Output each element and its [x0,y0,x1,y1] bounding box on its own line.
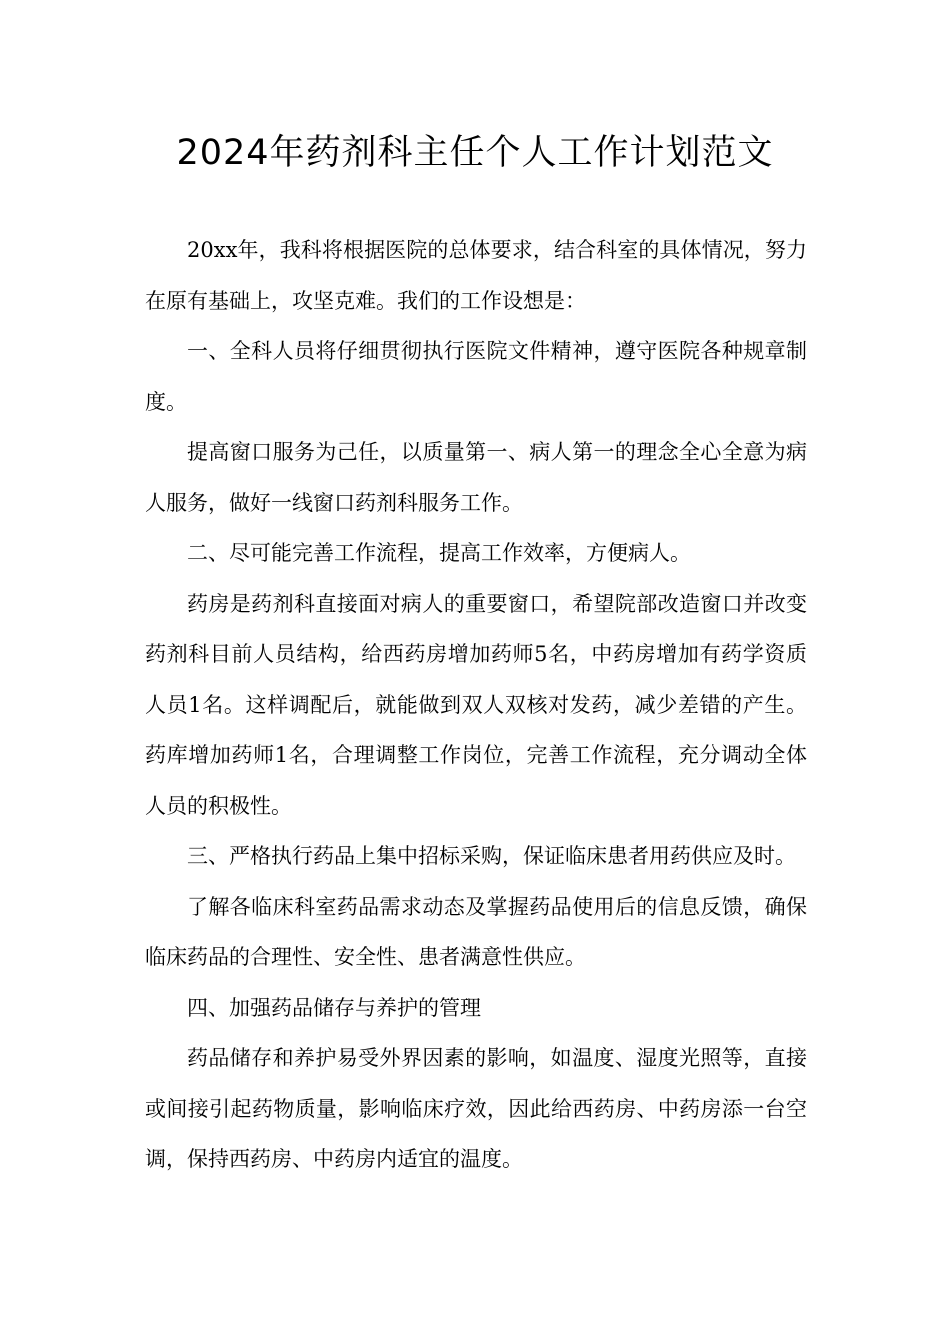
paragraph: 药品储存和养护易受外界因素的影响，如温度、湿度光照等，直接或间接引起药物质量，影响临床疗效，因此给西药房、中药房添一台空调，保持西药房、中药房内适宜的温度。 [145,1046,807,1171]
paragraph: 三、严格执行药品上集中招标采购，保证临床患者用药供应及时。 [187,844,796,868]
paragraph: 一、全科人员将仔细贯彻执行医院文件精神，遵守医院各种规章制度。 [145,339,807,414]
paragraph: 了解各临床科室药品需求动态及掌握药品使用后的信息反馈，确保临床药品的合理性、安全性、患者满意性供应。 [145,894,807,969]
paragraph: 二、尽可能完善工作流程，提高工作效率，方便病人。 [187,541,691,565]
document-title: 2024年药剂科主任个人工作计划范文 [176,133,774,173]
paragraph: 药房是药剂科直接面对病人的重要窗口，希望院部改造窗口并改变药剂科目前人员结构，给西药房增加药师5名，中药房增加有药学资质人员1名。这样调配后，就能做到双人双核对发药，减少差错的产生。药库增加药师1名，合理调整工作岗位，完善工作流程，充分调动全体人员的积极性。 [145,591,807,818]
document-body [145,225,807,1185]
paragraph: 20xx年，我科将根据医院的总体要求，结合科室的具体情况，努力在原有基础上，攻坚克难。我们的工作设想是： [145,238,807,313]
paragraph: 提高窗口服务为己任，以质量第一、病人第一的理念全心全意为病人服务，做好一线窗口药剂科服务工作。 [145,440,807,515]
paragraph: 四、加强药品储存与养护的管理 [187,995,481,1020]
